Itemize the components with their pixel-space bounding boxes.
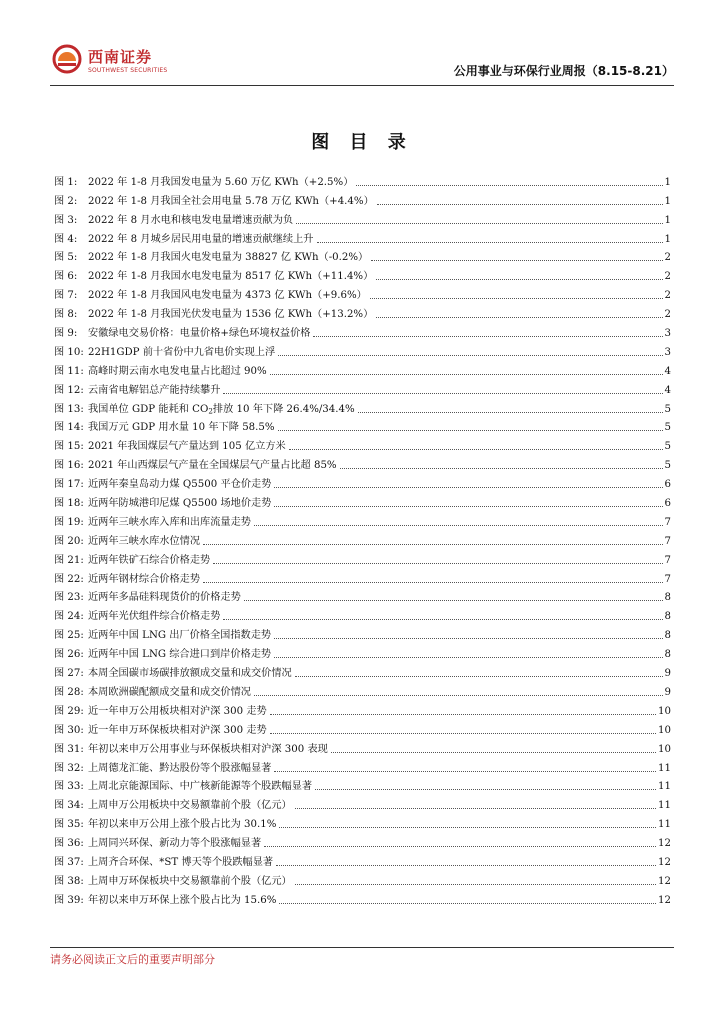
toc-leader-dots (274, 771, 656, 772)
toc-entry[interactable] (54, 189, 671, 208)
toc-leader-dots (254, 525, 663, 526)
toc-caption: 本周全国碳市场碳排放额成交量和成交价情况 (88, 668, 292, 680)
toc-entry[interactable] (54, 888, 671, 907)
toc-figure-number: 图 33: (54, 781, 84, 793)
toc-leader-dots (274, 487, 662, 488)
toc-caption: 本周欧洲碳配额成交量和成交价情况 (88, 686, 251, 698)
figure-list (54, 170, 671, 907)
toc-entry[interactable] (54, 378, 671, 397)
toc-entry[interactable] (54, 604, 671, 623)
toc-caption: 2022 年 1-8 月我国发电量为 5.60 万亿 KWh（+2.5%） (88, 176, 354, 188)
toc-figure-number: 图 25: (54, 630, 84, 642)
toc-page-number: 6 (664, 498, 671, 510)
toc-entry[interactable] (54, 453, 671, 472)
toc-caption: 上周同兴环保、新动力等个股涨幅显著 (88, 838, 262, 850)
toc-title: 图 目 录 (311, 132, 413, 153)
toc-entry[interactable] (54, 359, 671, 378)
toc-page-number: 5 (664, 403, 671, 415)
toc-figure-number: 图 23: (54, 592, 84, 604)
toc-caption (88, 404, 355, 416)
report-title: 公用事业与环保行业周报（8.15-8.21） (453, 64, 674, 78)
toc-entry[interactable] (54, 340, 671, 359)
toc-page-number: 5 (664, 460, 671, 472)
toc-caption: 云南省电解铝总产能持续攀升 (88, 384, 221, 396)
toc-caption: 上周北京能源国际、中广核新能源等个股跌幅显著 (88, 781, 313, 793)
toc-page-number: 1 (664, 195, 671, 207)
toc-page-number: 3 (664, 346, 671, 358)
toc-figure-number: 图 11: (54, 365, 84, 377)
toc-figure-number: 图 15: (54, 441, 84, 453)
toc-page-number: 7 (664, 554, 671, 566)
toc-entry[interactable] (54, 737, 671, 756)
toc-figure-number: 图 34: (54, 800, 84, 812)
toc-entry[interactable] (54, 756, 671, 775)
toc-caption: 年初以来申万环保上涨个股占比为 15.6% (88, 894, 277, 906)
toc-page-number: 7 (664, 535, 671, 547)
toc-entry[interactable] (54, 208, 671, 227)
toc-page-number: 12 (658, 838, 671, 850)
toc-entry[interactable] (54, 586, 671, 605)
toc-leader-dots (370, 298, 663, 299)
toc-figure-number: 图 39: (54, 894, 84, 906)
toc-page-number: 7 (664, 573, 671, 585)
toc-leader-dots (223, 619, 662, 620)
toc-figure-number: 图 4: (54, 233, 78, 245)
toc-entry[interactable] (54, 831, 671, 850)
toc-leader-dots (274, 657, 662, 658)
toc-figure-number: 图 7: (54, 290, 78, 302)
toc-figure-number: 图 31: (54, 743, 84, 755)
toc-entry[interactable] (54, 491, 671, 510)
toc-entry[interactable] (54, 869, 671, 888)
toc-entry[interactable] (54, 510, 671, 529)
toc-leader-dots (270, 374, 663, 375)
toc-page-number: 2 (664, 252, 671, 264)
toc-page-number: 2 (664, 290, 671, 302)
page-header (50, 40, 674, 86)
toc-entry[interactable] (54, 283, 671, 302)
toc-page-number: 1 (664, 176, 671, 188)
toc-leader-dots (203, 582, 662, 583)
toc-figure-number: 图 8: (54, 309, 78, 321)
toc-caption: 2021 年我国煤层气产量达到 105 亿立方米 (88, 441, 286, 453)
toc-entry[interactable] (54, 416, 671, 435)
toc-caption: 我国万元 GDP 用水量 10 年下降 58.5% (88, 422, 275, 434)
toc-figure-number: 图 2: (54, 195, 78, 207)
toc-leader-dots (295, 808, 656, 809)
toc-caption: 近两年多晶硅料现货价的价格走势 (88, 592, 241, 604)
toc-leader-dots (377, 204, 663, 205)
toc-page-number: 6 (664, 479, 671, 491)
toc-caption: 近两年光伏组件综合价格走势 (88, 611, 221, 623)
toc-entry[interactable] (54, 548, 671, 567)
toc-leader-dots (274, 638, 662, 639)
toc-entry[interactable] (54, 397, 671, 416)
toc-figure-number: 图 3: (54, 214, 78, 226)
toc-leader-dots (270, 733, 656, 734)
toc-caption: 2022 年 1-8 月我国风电发电量为 4373 亿 KWh（+9.6%） (88, 290, 367, 302)
toc-page-number: 3 (664, 328, 671, 340)
toc-entry[interactable] (54, 246, 671, 265)
toc-leader-dots (356, 185, 662, 186)
toc-caption: 高峰时期云南水电发电量占比超过 90% (88, 365, 267, 377)
toc-entry[interactable] (54, 264, 671, 283)
logo-mark-icon (52, 44, 82, 74)
toc-caption: 近两年钢材综合价格走势 (88, 573, 201, 585)
toc-entry[interactable] (54, 170, 671, 189)
toc-figure-number: 图 17: (54, 479, 84, 491)
toc-leader-dots (264, 846, 656, 847)
toc-entry[interactable] (54, 434, 671, 453)
logo-chinese-name: 西南证券 (88, 48, 153, 66)
toc-leader-dots (296, 223, 662, 224)
toc-leader-dots (278, 430, 663, 431)
toc-leader-dots (276, 865, 656, 866)
toc-caption: 2022 年 8 月城乡居民用电量的增速贡献继续上升 (88, 233, 314, 245)
toc-figure-number: 图 16: (54, 460, 84, 472)
toc-leader-dots (331, 752, 656, 753)
toc-leader-dots (358, 412, 663, 413)
toc-page-number: 1 (664, 214, 671, 226)
toc-figure-number: 图 12: (54, 384, 84, 396)
toc-leader-dots (223, 393, 662, 394)
toc-caption: 近两年三峡水库入库和出库流量走势 (88, 516, 251, 528)
toc-page-number: 5 (664, 441, 671, 453)
toc-caption: 近两年秦皇岛动力煤 Q5500 平仓价走势 (88, 479, 272, 491)
toc-page-number: 4 (664, 365, 671, 377)
toc-page-number: 4 (664, 384, 671, 396)
toc-figure-number: 图 19: (54, 516, 84, 528)
toc-figure-number: 图 28: (54, 686, 84, 698)
toc-page-number: 12 (658, 856, 671, 868)
toc-caption: 2022 年 1-8 月我国火电发电量为 38827 亿 KWh（-0.2%） (88, 252, 369, 264)
toc-leader-dots (376, 317, 662, 318)
toc-page-number: 7 (664, 516, 671, 528)
toc-caption: 安徽绿电交易价格：电量价格+绿色环境权益价格 (88, 328, 311, 340)
toc-entry[interactable] (54, 775, 671, 794)
toc-leader-dots (340, 468, 663, 469)
toc-caption-part: 我国单位 GDP 能耗和 CO (88, 403, 209, 415)
toc-figure-number: 图 20: (54, 535, 84, 547)
toc-caption: 近两年铁矿石综合价格走势 (88, 554, 211, 566)
toc-entry[interactable] (54, 850, 671, 869)
toc-entry[interactable] (54, 661, 671, 680)
toc-figure-number: 图 26: (54, 649, 84, 661)
logo-english-name: SOUTHWEST SECURITIES (88, 67, 168, 74)
toc-caption-part: 排放 10 年下降 26.4%/34.4% (212, 403, 355, 415)
toc-page-number: 11 (658, 819, 671, 831)
toc-figure-number: 图 32: (54, 762, 84, 774)
toc-entry[interactable] (54, 302, 671, 321)
toc-leader-dots (295, 676, 663, 677)
toc-caption: 年初以来申万公用事业与环保板块相对沪深 300 表现 (88, 743, 328, 755)
toc-caption: 近两年三峡水库水位情况 (88, 535, 201, 547)
toc-figure-number: 图 1: (54, 176, 78, 188)
footer-disclaimer: 请务必阅读正文后的重要声明部分 (50, 953, 215, 966)
toc-figure-number: 图 10: (54, 346, 84, 358)
toc-page-number: 8 (664, 649, 671, 661)
toc-entry[interactable] (54, 642, 671, 661)
toc-page-number: 11 (658, 762, 671, 774)
toc-page-number: 2 (664, 309, 671, 321)
toc-figure-number: 图 35: (54, 819, 84, 831)
toc-leader-dots (244, 600, 663, 601)
toc-figure-number: 图 24: (54, 611, 84, 623)
toc-page-number: 8 (664, 611, 671, 623)
toc-page-number: 12 (658, 875, 671, 887)
footer-divider (50, 947, 674, 948)
toc-leader-dots (203, 544, 662, 545)
toc-caption: 2022 年 8 月水电和核电发电量增速贡献为负 (88, 214, 294, 226)
toc-figure-number: 图 37: (54, 856, 84, 868)
toc-caption: 近一年申万环保板块相对沪深 300 走势 (88, 724, 267, 736)
toc-leader-dots (279, 903, 656, 904)
toc-leader-dots (289, 449, 663, 450)
toc-entry[interactable] (54, 699, 671, 718)
toc-figure-number: 图 22: (54, 573, 84, 585)
toc-page-number: 10 (658, 705, 671, 717)
toc-leader-dots (279, 827, 656, 828)
toc-caption: 年初以来申万公用上涨个股占比为 30.1% (88, 819, 277, 831)
toc-leader-dots (315, 789, 656, 790)
toc-figure-number: 图 27: (54, 668, 84, 680)
toc-figure-number: 图 13: (54, 403, 84, 415)
toc-entry[interactable] (54, 321, 671, 340)
toc-entry[interactable] (54, 680, 671, 699)
toc-caption: 上周德龙汇能、黔达股份等个股涨幅显著 (88, 762, 272, 774)
toc-page-number: 11 (658, 781, 671, 793)
toc-figure-number: 图 29: (54, 705, 84, 717)
toc-caption: 2022 年 1-8 月我国水电发电量为 8517 亿 KWh（+11.4%） (88, 271, 374, 283)
toc-page-number: 8 (664, 592, 671, 604)
toc-entry[interactable] (54, 812, 671, 831)
toc-caption-subscript: 2 (208, 406, 213, 415)
toc-caption: 上周申万公用板块中交易额靠前个股（亿元） (88, 800, 292, 812)
toc-page-number: 11 (658, 800, 671, 812)
toc-entry[interactable] (54, 623, 671, 642)
toc-leader-dots (270, 714, 656, 715)
toc-caption: 2022 年 1-8 月我国全社会用电量 5.78 万亿 KWh（+4.4%） (88, 195, 374, 207)
toc-page-number: 2 (664, 271, 671, 283)
toc-leader-dots (274, 506, 662, 507)
toc-entry[interactable] (54, 529, 671, 548)
toc-caption: 2021 年山西煤层气产量在全国煤层气产量占比超 85% (88, 460, 337, 472)
toc-caption: 近一年申万公用板块相对沪深 300 走势 (88, 705, 267, 717)
toc-page-number: 9 (664, 686, 671, 698)
toc-figure-number: 图 6: (54, 271, 78, 283)
toc-entry[interactable] (54, 718, 671, 737)
toc-entry[interactable] (54, 793, 671, 812)
toc-page-number: 9 (664, 668, 671, 680)
toc-figure-number: 图 9: (54, 328, 78, 340)
toc-caption: 近两年防城港印尼煤 Q5500 场地价走势 (88, 498, 272, 510)
toc-figure-number: 图 14: (54, 422, 84, 434)
toc-leader-dots (213, 563, 662, 564)
toc-figure-number: 图 18: (54, 498, 84, 510)
toc-leader-dots (371, 260, 662, 261)
company-logo (52, 44, 202, 80)
toc-figure-number: 图 21: (54, 554, 84, 566)
toc-caption: 上周申万环保板块中交易额靠前个股（亿元） (88, 875, 292, 887)
toc-figure-number: 图 36: (54, 838, 84, 850)
toc-leader-dots (317, 242, 663, 243)
toc-entry[interactable] (54, 567, 671, 586)
toc-leader-dots (313, 336, 662, 337)
toc-caption: 2022 年 1-8 月我国光伏发电量为 1536 亿 KWh（+13.2%） (88, 309, 374, 321)
toc-caption: 上周齐合环保、*ST 博天等个股跌幅显著 (88, 856, 274, 868)
toc-leader-dots (295, 884, 656, 885)
toc-caption: 22H1GDP 前十省份中九省电价实现上浮 (88, 346, 276, 358)
toc-figure-number: 图 38: (54, 875, 84, 887)
toc-entry[interactable] (54, 227, 671, 246)
toc-page-number: 10 (658, 724, 671, 736)
toc-page-number: 8 (664, 630, 671, 642)
toc-page-number: 10 (658, 743, 671, 755)
toc-page-number: 5 (664, 422, 671, 434)
toc-caption: 近两年中国 LNG 出厂价格全国指数走势 (88, 630, 272, 642)
toc-entry[interactable] (54, 472, 671, 491)
toc-leader-dots (278, 355, 662, 356)
toc-page-number: 12 (658, 894, 671, 906)
toc-figure-number: 图 30: (54, 724, 84, 736)
toc-leader-dots (254, 695, 663, 696)
header-divider (50, 85, 674, 86)
toc-leader-dots (376, 279, 662, 280)
toc-page-number: 1 (664, 233, 671, 245)
toc-figure-number: 图 5: (54, 252, 78, 264)
toc-caption: 近两年中国 LNG 综合进口到岸价格走势 (88, 649, 272, 661)
